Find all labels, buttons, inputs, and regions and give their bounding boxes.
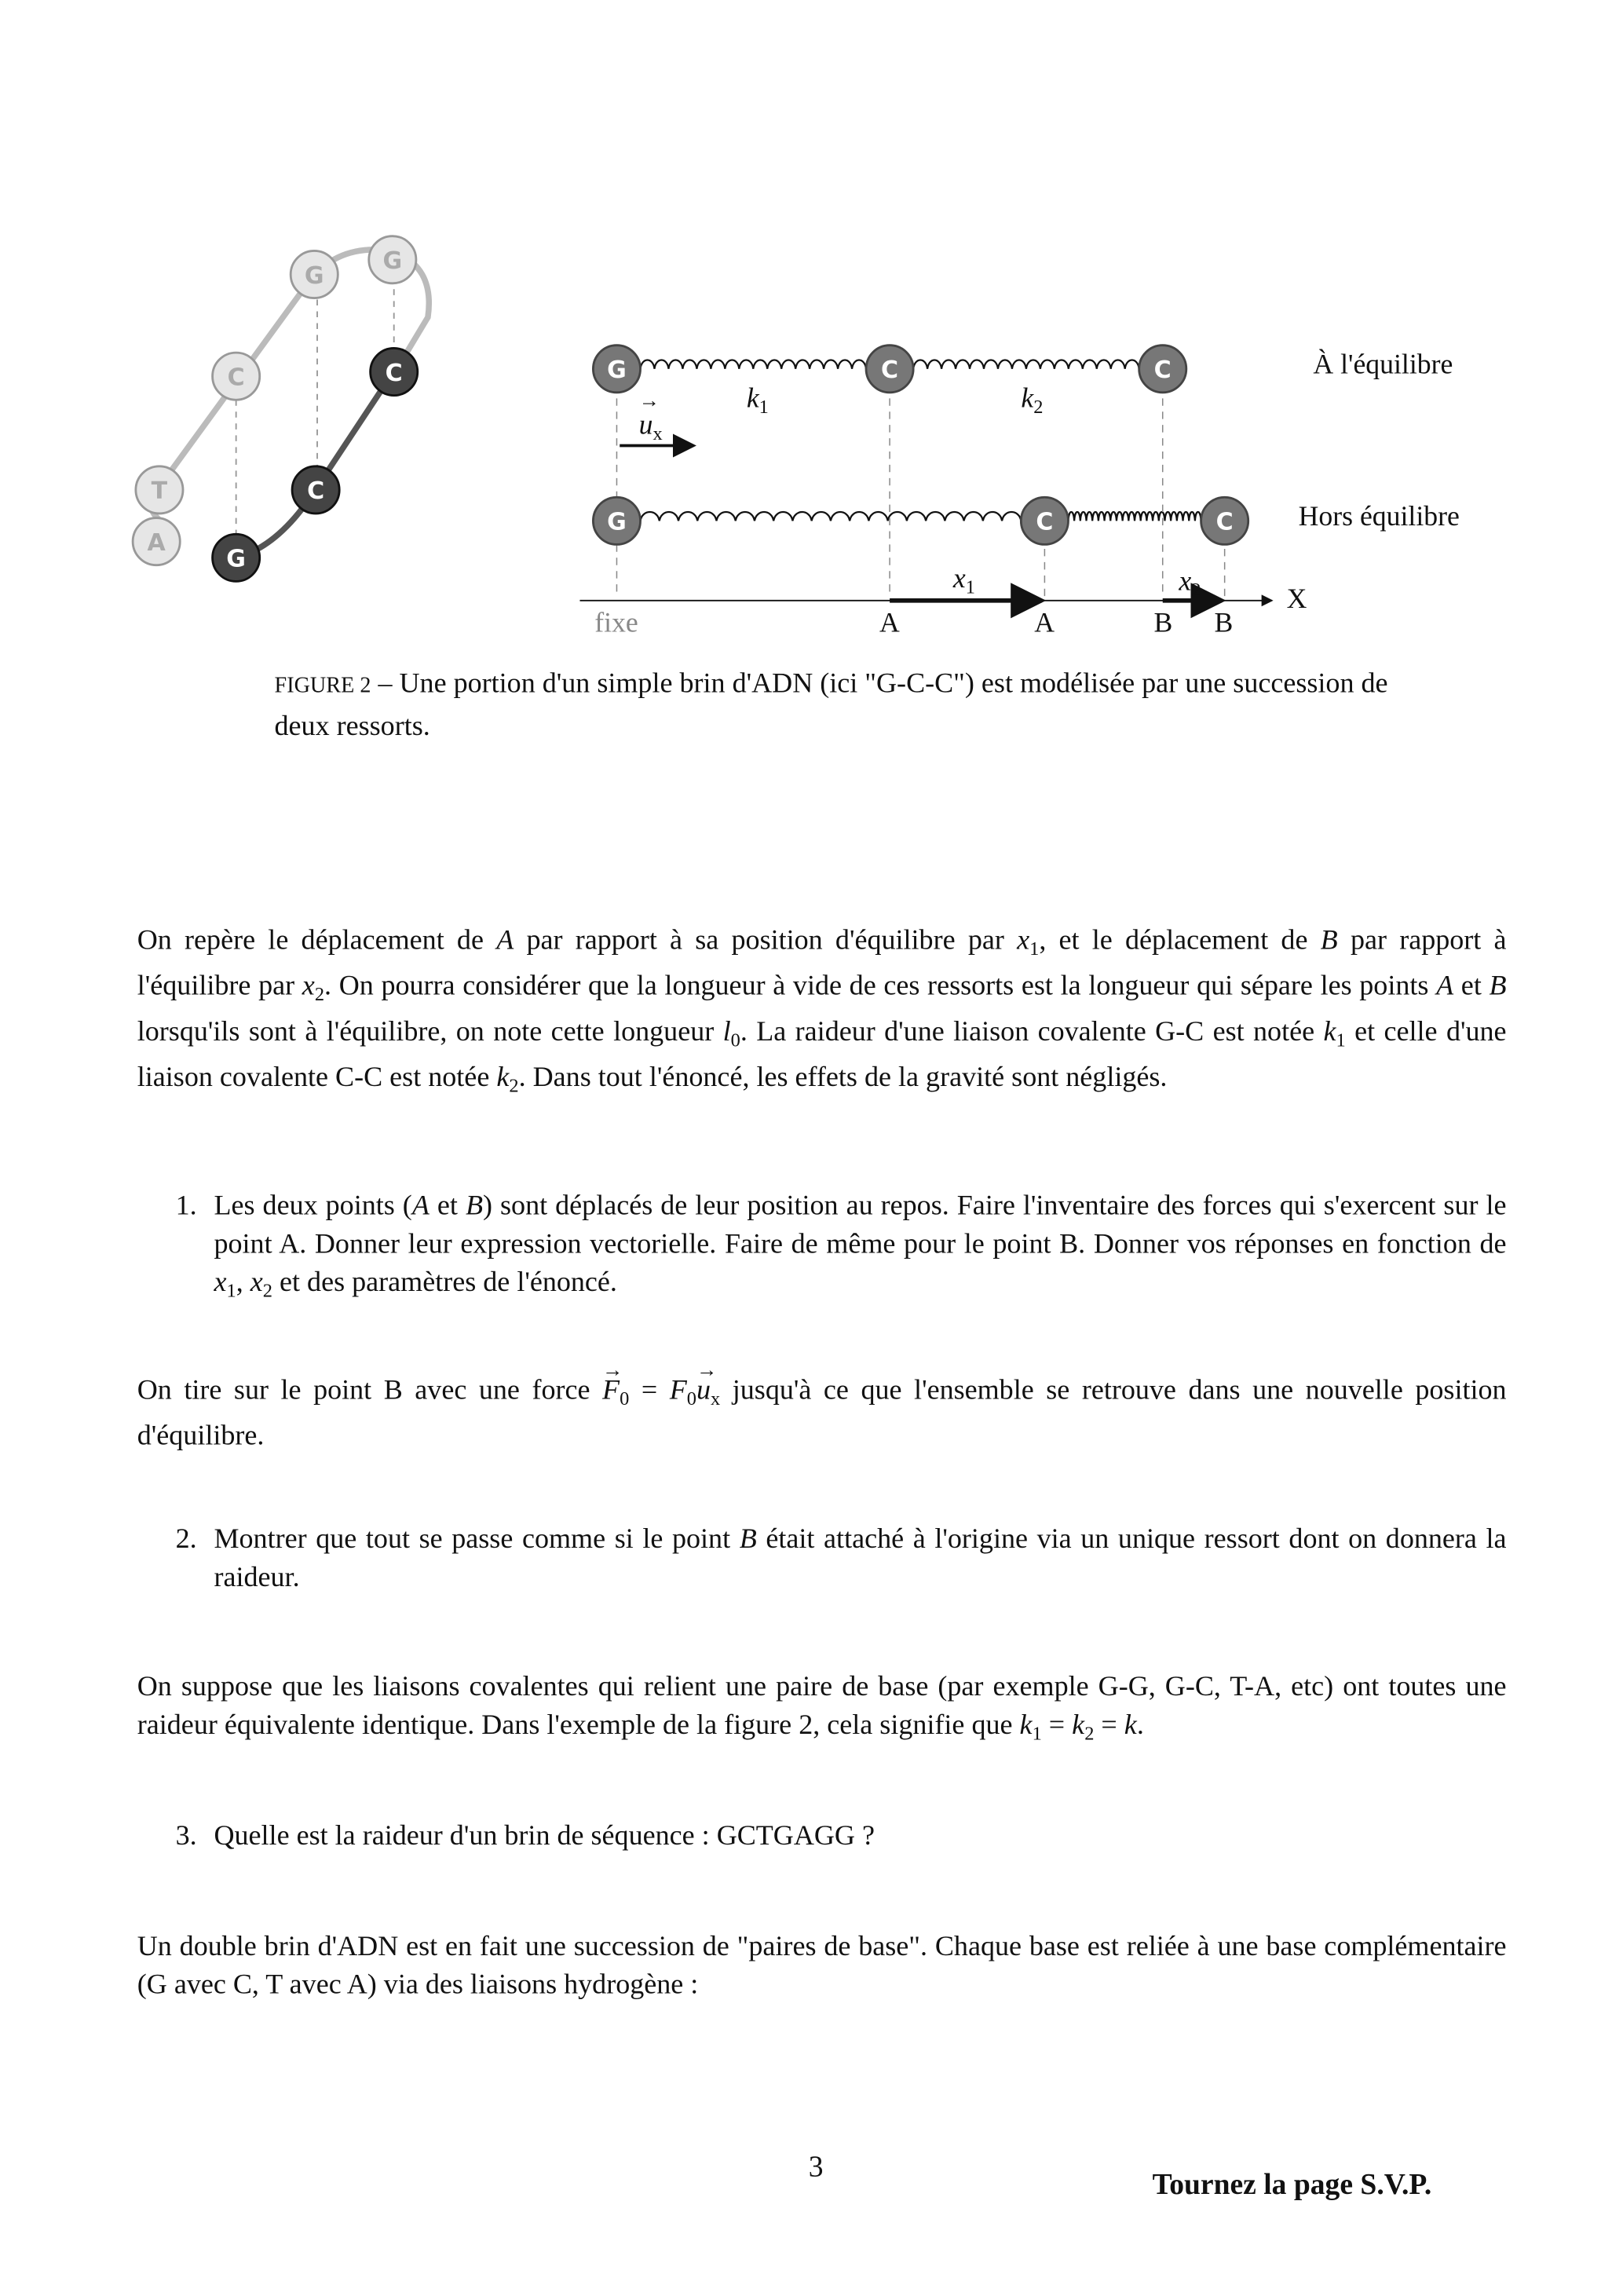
- math-symbol: 1: [1032, 1721, 1042, 1745]
- label-equilibrium: À l'équilibre: [1313, 349, 1453, 381]
- spring-stretched: [641, 512, 1022, 521]
- label-k2: $k_2$: [1021, 383, 1044, 418]
- math-symbol: x: [711, 1387, 721, 1409]
- paragraph-double-strand: [137, 1929, 1507, 2005]
- math-symbol: → u: [696, 1373, 711, 1411]
- text-run: Les deux points (: [214, 1190, 412, 1222]
- text-run: Montrer que tout se passe comme si le point: [214, 1524, 740, 1556]
- math-symbol: 2: [1084, 1721, 1095, 1745]
- figure-2-diagram: [0, 0, 1623, 664]
- text-run: .: [1136, 1709, 1144, 1742]
- math-symbol: k: [1019, 1709, 1033, 1742]
- math-symbol: A: [496, 925, 514, 956]
- paragraph-hypothesis: [137, 1669, 1507, 1753]
- math-symbol: 1: [1336, 1028, 1346, 1051]
- page-number: 3: [808, 2151, 824, 2184]
- math-symbol: A: [1436, 971, 1454, 1002]
- base-letter: G: [304, 261, 324, 290]
- text-run: , et le déplacement de: [1039, 925, 1321, 956]
- paragraph-intro: [137, 922, 1507, 1105]
- text-run: et des paramètres de l'énoncé.: [272, 1267, 617, 1299]
- text-run: =: [1094, 1709, 1124, 1742]
- text-run: par rapport à l'équilibre par: [137, 925, 1507, 1002]
- base-letter: C: [227, 364, 245, 392]
- label-k1: $k_1$: [746, 383, 769, 418]
- math-symbol: 1: [226, 1279, 236, 1302]
- label-ux: → $u_x$: [639, 410, 663, 445]
- math-symbol: l: [722, 1016, 731, 1048]
- text-run: On suppose que les liaisons covalentes qui relient une paire de base (par exemple G-G, G-C, T-A, etc) ont toutes une raideur équivalente identique. Dans l'exemple de la figure 2, cela signifie que: [137, 1672, 1507, 1742]
- text-run: =: [1041, 1709, 1073, 1742]
- math-symbol: x: [250, 1267, 263, 1299]
- math-symbol: k: [1323, 1016, 1336, 1048]
- base-letter: C: [385, 359, 403, 387]
- text-run: par rapport à sa position d'équilibre par: [514, 925, 1018, 956]
- text-run: lorsqu'ils sont à l'équilibre, on note cette longueur: [137, 1016, 723, 1048]
- math-symbol: 0: [686, 1387, 696, 1409]
- base-letter: C: [1036, 508, 1054, 536]
- math-symbol: k: [496, 1062, 510, 1094]
- text-run: Un double brin d'ADN est en fait une succession de "paires de base". Chaque base est reliée à une base complémentaire (G avec C, T avec A) via des liaisons hydrogène :: [137, 1931, 1507, 2002]
- label-x2: $x_2$: [1179, 566, 1201, 601]
- question-1: 1. Les deux points (A et B) sont déplacés de leur position au repos. Faire l'inventaire des forces qui s'exercent sur le point A. Donner leur expression vectorielle. Faire de même pour le point B. Donner vos réponses en fonction de $x_1$, $x_2$ et des paramètres de l'énoncé.: [175, 1190, 1507, 1302]
- figure-caption: FIGURE 2 – Une portion d'un simple brin d'ADN (ici "G-C-C") est modélisée par une succession de deux ressorts.: [274, 668, 1388, 743]
- label-a-displaced: A: [1034, 608, 1055, 639]
- label-x1: $x_1$: [952, 563, 975, 598]
- label-b-equilibrium: B: [1153, 608, 1173, 639]
- base-letter: T: [151, 477, 168, 506]
- dna-helix-illustration: [133, 236, 429, 582]
- base-letter: G: [607, 356, 627, 385]
- label-fixe: fixe: [594, 608, 638, 639]
- math-symbol: B: [1320, 925, 1338, 956]
- math-symbol: F: [669, 1375, 687, 1406]
- math-symbol: 0: [620, 1387, 630, 1409]
- base-letter: G: [226, 545, 246, 573]
- spring-compressed: [1068, 512, 1201, 521]
- math-symbol: k: [1072, 1709, 1085, 1742]
- math-symbol: 2: [509, 1073, 519, 1097]
- paragraph-force: [137, 1373, 1507, 1457]
- math-symbol: 2: [262, 1279, 272, 1302]
- text-run: jusqu'à ce que l'ensemble se retrouve dans une nouvelle position d'équilibre.: [137, 1375, 1507, 1453]
- base-letter: G: [607, 508, 627, 536]
- math-symbol: B: [1489, 971, 1507, 1002]
- math-symbol: A: [411, 1190, 430, 1222]
- text-run: . Dans tout l'énoncé, les effets de la gravité sont négligés.: [518, 1062, 1168, 1094]
- text-run: ,: [236, 1267, 250, 1299]
- base-letter: C: [1215, 508, 1234, 536]
- base-letter: C: [307, 477, 325, 506]
- text-run: On repère le déplacement de: [137, 925, 497, 956]
- text-run: . La raideur d'une liaison covalente G-C est notée: [740, 1016, 1324, 1048]
- text-run: . On pourra considérer que la longueur à vide de ces ressorts est la longueur qui sépare les points: [324, 971, 1437, 1002]
- label-b-displaced: B: [1214, 608, 1234, 639]
- text-run: et: [429, 1190, 466, 1222]
- math-symbol: x: [302, 971, 315, 1002]
- question-3: 3. Quelle est la raideur d'un brin de séquence : GCTGAGG ?: [175, 1820, 875, 1852]
- math-symbol: x: [1017, 925, 1030, 956]
- math-symbol: B: [739, 1524, 757, 1556]
- guide-lines: [616, 398, 1224, 598]
- math-symbol: k: [1124, 1709, 1137, 1742]
- base-letter: G: [382, 247, 403, 275]
- text-run: Quelle est la raideur d'un brin de séquence : GCTGAGG ?: [214, 1820, 875, 1852]
- math-symbol: x: [214, 1267, 227, 1299]
- spring-k2: [913, 360, 1139, 369]
- label-a-equilibrium: A: [879, 608, 900, 639]
- text-run: ) sont déplacés de leur position au repos. Faire l'inventaire des forces qui s'exercent sur le point A. Donner leur expression vectorielle. Faire de même pour le point B. Donner vos réponses en fonction de: [214, 1190, 1507, 1260]
- spring-k1: [641, 360, 867, 369]
- text-run: et: [1453, 971, 1490, 1002]
- label-off-equilibrium: Hors équilibre: [1298, 501, 1460, 533]
- math-symbol: 0: [730, 1028, 740, 1051]
- math-symbol: 1: [1029, 937, 1040, 960]
- question-2: 2. Montrer que tout se passe comme si le point B était attaché à l'origine via un unique ressort dont on donnera la raideur.: [175, 1524, 1507, 1594]
- math-symbol: → F: [602, 1373, 620, 1411]
- axis-label-x: X: [1286, 584, 1307, 616]
- base-letter: A: [147, 528, 166, 557]
- text-run: =: [629, 1375, 670, 1406]
- base-letter: C: [1153, 356, 1172, 385]
- turn-page-note: Tournez la page S.V.P.: [1152, 2169, 1432, 2202]
- text-run: et celle d'une liaison covalente C-C est notée: [137, 1016, 1507, 1094]
- math-symbol: B: [465, 1190, 483, 1222]
- text-run: était attaché à l'origine via un unique ressort dont on donnera la raideur.: [214, 1524, 1507, 1594]
- base-letter: C: [881, 356, 899, 385]
- math-symbol: 2: [314, 982, 325, 1005]
- text-run: On tire sur le point B avec une force: [137, 1375, 603, 1406]
